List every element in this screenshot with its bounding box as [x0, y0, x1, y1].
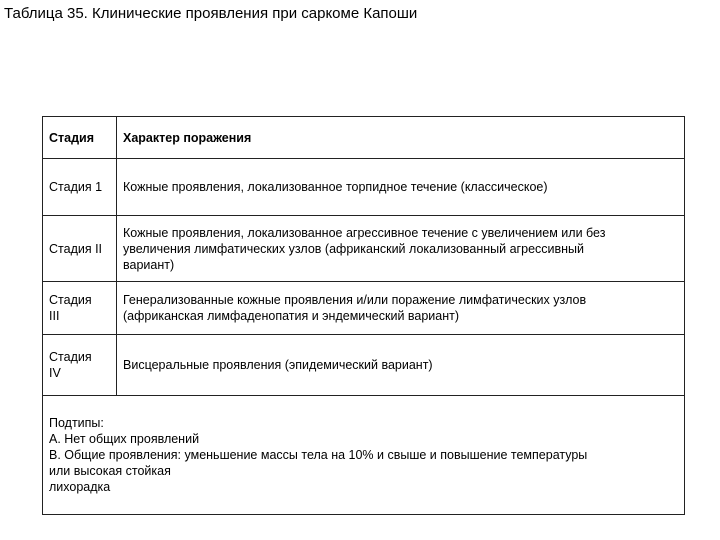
header-lesion-character: Характер поражения	[117, 117, 685, 159]
stage-text: IV	[49, 366, 61, 380]
description-text: (африканская лимфаденопатия и эндемический вариант)	[123, 309, 460, 323]
table-row	[43, 335, 685, 396]
subtypes-text: А. Нет общих проявлений	[49, 432, 200, 446]
description-text: Кожные проявления, локализованное агрессивное течение с увеличением или без	[123, 225, 606, 240]
stage-text: III	[49, 309, 60, 323]
description-text: Кожные проявления, локализованное торпидное течение (классическое)	[123, 180, 548, 194]
table-row	[43, 216, 685, 282]
subtypes-text: или высокая стойкая	[49, 464, 171, 478]
description-text: увеличения лимфатических узлов (африканский локализованный агрессивный	[123, 241, 585, 256]
stage-cell	[43, 159, 117, 216]
description-text: Генерализованные кожные проявления и/или поражение лимфатических узлов	[123, 293, 587, 307]
subtypes-text: Подтипы:	[49, 416, 104, 430]
stage-cell	[43, 282, 117, 335]
subtypes-text: В. Общие проявления: уменьшение массы тела на 10% и свыше и повышение температуры	[49, 448, 588, 462]
page-title: Таблица 35. Клинические проявления при саркоме Капоши	[4, 5, 418, 22]
table-row	[43, 159, 685, 216]
description-cell	[117, 216, 685, 282]
description-text: вариант)	[123, 257, 175, 272]
stage-text: Стадия	[49, 293, 92, 307]
description-text: Висцеральные проявления (эпидемический вариант)	[123, 358, 433, 372]
clinical-stages-table	[42, 116, 685, 515]
subtypes-cell	[43, 396, 685, 515]
stage-text: Стадия 1	[49, 180, 103, 194]
description-cell	[117, 159, 685, 216]
header-stage: Стадия	[43, 117, 117, 159]
table-row	[43, 282, 685, 335]
stage-cell	[43, 216, 117, 282]
table-header-row	[43, 117, 685, 159]
subtypes-row	[43, 396, 685, 515]
description-cell	[117, 335, 685, 396]
subtypes-text: лихорадка	[49, 480, 111, 494]
description-cell	[117, 282, 685, 335]
stage-text: Стадия	[49, 350, 92, 364]
stage-text: Стадия II	[49, 241, 103, 256]
stage-cell	[43, 335, 117, 396]
